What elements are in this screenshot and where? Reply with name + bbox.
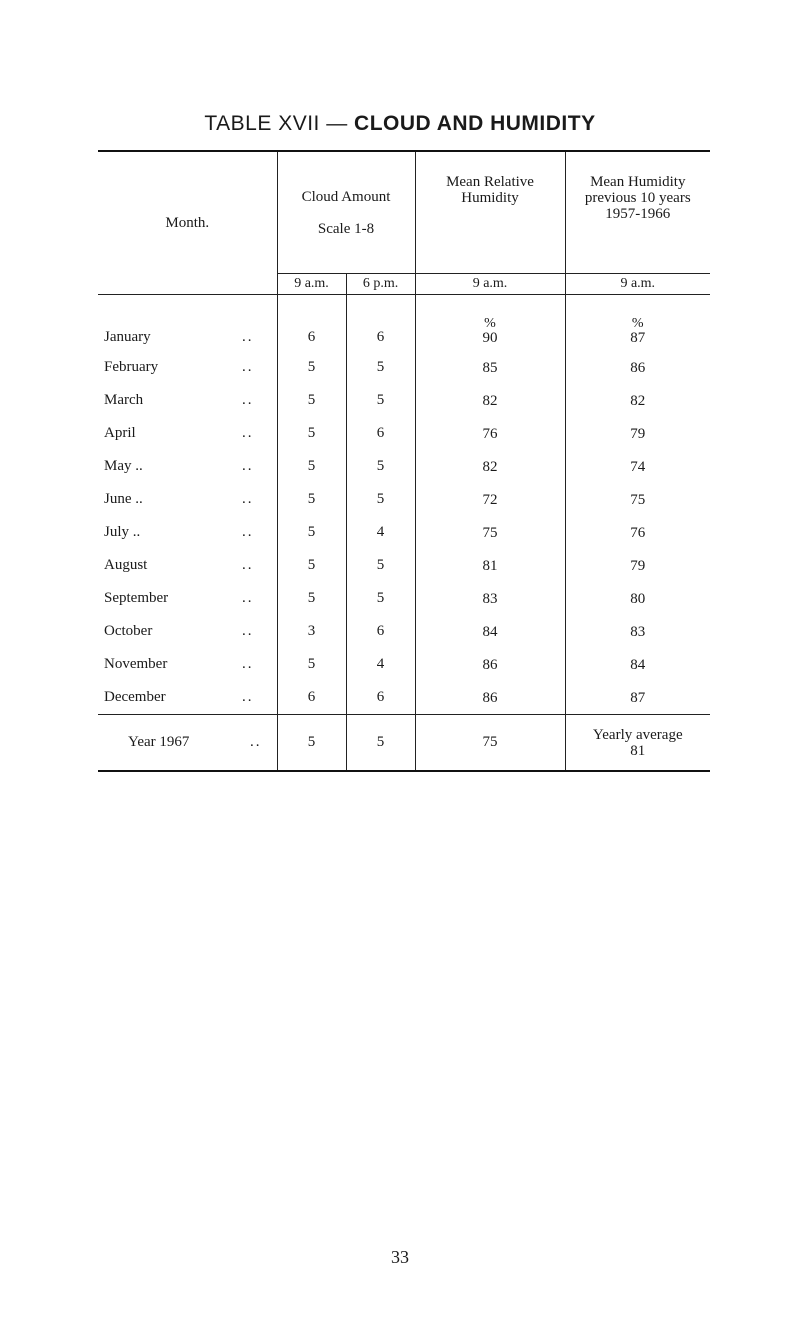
table-row (98, 681, 710, 715)
previous-humidity-cell (565, 351, 710, 384)
relative-humidity-cell (415, 483, 565, 516)
relative-humidity-value: 85 (482, 359, 498, 376)
year-relative-humidity: 75 (415, 715, 565, 772)
yearly-average-label: Yearly average (592, 726, 683, 743)
previous-humidity-value: 87 (630, 330, 646, 346)
month-name: June .. (104, 491, 143, 507)
leader-dots: .. (250, 734, 262, 750)
table-row (98, 516, 710, 549)
month-cell (98, 681, 277, 715)
page-number: 33 (391, 1247, 409, 1267)
previous-humidity-value: 87 (630, 689, 646, 706)
cloud-9am-cell: 5 (277, 384, 346, 417)
relative-humidity-cell (415, 549, 565, 582)
previous-humidity-cell (565, 549, 710, 582)
percent-sign: % (484, 316, 496, 331)
cloud-9am-cell: 5 (277, 516, 346, 549)
month-cell (98, 516, 277, 549)
table-number: TABLE XVII — (204, 112, 355, 135)
leader-dots: .. (242, 689, 254, 705)
table-row (98, 648, 710, 681)
leader-dots: .. (242, 458, 254, 474)
leader-dots: .. (242, 329, 254, 345)
yearly-average-value: 81 (630, 742, 646, 759)
month-name: October (104, 623, 153, 639)
leader-dots: .. (242, 590, 254, 606)
previous-humidity-cell (565, 648, 710, 681)
table-heading: CLOUD AND HUMIDITY (354, 112, 596, 135)
month-cell (98, 549, 277, 582)
previous-humidity-value: 76 (630, 524, 646, 541)
month-cell (98, 483, 277, 516)
cloud-6pm-cell: 6 (346, 417, 415, 450)
previous-humidity-value: 75 (630, 491, 646, 508)
month-cell (98, 582, 277, 615)
previous-humidity-value: 79 (630, 557, 646, 574)
percent-sign: % (631, 316, 644, 331)
month-cell (98, 450, 277, 483)
previous-humidity-value: 74 (630, 458, 646, 475)
relative-humidity-cell (415, 516, 565, 549)
month-name: January (104, 329, 151, 345)
cloud-9am-cell: 5 (277, 417, 346, 450)
previous-humidity-header: Mean Humidity previous 10 years 1957-1966 (565, 151, 710, 274)
year-label-cell (98, 715, 277, 772)
table-row (98, 582, 710, 615)
relative-humidity-cell (415, 351, 565, 384)
table-title (0, 112, 800, 136)
leader-dots: .. (242, 425, 254, 441)
table-row (98, 351, 710, 384)
previous-humidity-cell (565, 417, 710, 450)
previous-humidity-cell (565, 483, 710, 516)
relative-humidity-value: 72 (482, 491, 498, 508)
cloud-9am-cell: 5 (277, 582, 346, 615)
previous-humidity-cell (565, 681, 710, 715)
leader-dots: .. (242, 524, 254, 540)
table-row (98, 549, 710, 582)
leader-dots: .. (242, 557, 254, 573)
relative-humidity-value: 83 (482, 590, 498, 607)
previous-humidity-cell (565, 582, 710, 615)
cloud-6pm-cell: 6 (346, 295, 415, 352)
cloud-6pm-cell: 5 (346, 483, 415, 516)
cloud-6pm-cell: 6 (346, 615, 415, 648)
relative-humidity-value: 75 (482, 524, 498, 541)
table-row (98, 417, 710, 450)
previous-humidity-value: 80 (630, 590, 646, 607)
cloud-6pm-cell: 5 (346, 450, 415, 483)
cloud-6pm-cell: 6 (346, 681, 415, 715)
relative-humidity-value: 82 (482, 392, 498, 409)
subheader-relative-9am: 9 a.m. (415, 274, 565, 295)
relative-humidity-cell (415, 648, 565, 681)
leader-dots: .. (242, 359, 254, 375)
previous-humidity-value: 86 (630, 359, 646, 376)
relative-humidity-cell (415, 615, 565, 648)
cloud-9am-cell: 5 (277, 351, 346, 384)
subheader-cloud-6pm: 6 p.m. (346, 274, 415, 295)
relative-humidity-value: 86 (482, 689, 498, 706)
table-row (98, 384, 710, 417)
cloud-9am-cell: 6 (277, 295, 346, 352)
cloud-6pm-cell: 4 (346, 516, 415, 549)
header-row (98, 151, 710, 274)
year-total-row (98, 715, 710, 772)
month-cell (98, 384, 277, 417)
relative-humidity-value: 86 (482, 656, 498, 673)
relative-humidity-cell (415, 295, 565, 352)
year-cloud-6pm: 5 (346, 715, 415, 772)
cloud-9am-cell: 5 (277, 648, 346, 681)
month-cell (98, 615, 277, 648)
month-name: May .. (104, 458, 143, 474)
relative-humidity-value: 81 (482, 557, 498, 574)
relative-humidity-value: 76 (482, 425, 498, 442)
leader-dots: .. (242, 392, 254, 408)
leader-dots: .. (242, 491, 254, 507)
relative-humidity-cell (415, 417, 565, 450)
cloud-6pm-cell: 5 (346, 549, 415, 582)
previous-humidity-cell (565, 516, 710, 549)
month-name: September (104, 590, 169, 606)
relative-humidity-value: 90 (482, 330, 498, 346)
previous-humidity-cell (565, 615, 710, 648)
previous-humidity-cell (565, 384, 710, 417)
previous-humidity-value: 84 (630, 656, 646, 673)
table-row (98, 483, 710, 516)
subheader-previous-9am: 9 a.m. (565, 274, 710, 295)
month-rows (98, 295, 710, 715)
month-cell (98, 351, 277, 384)
year-previous-humidity (565, 715, 710, 772)
cloud-humidity-table (98, 150, 710, 772)
month-header: Month. (98, 151, 277, 295)
month-name: December (104, 689, 166, 705)
cloud-9am-cell: 5 (277, 483, 346, 516)
year-cloud-9am: 5 (277, 715, 346, 772)
cloud-6pm-cell: 5 (346, 384, 415, 417)
relative-humidity-value: 82 (482, 458, 498, 475)
previous-humidity-cell (565, 450, 710, 483)
month-name: April (104, 425, 136, 441)
cloud-9am-cell: 6 (277, 681, 346, 715)
previous-humidity-value: 79 (630, 425, 646, 442)
relative-humidity-cell (415, 384, 565, 417)
previous-humidity-value: 82 (630, 392, 646, 409)
cloud-amount-header: Cloud Amount Scale 1-8 (277, 151, 415, 274)
year-label: Year 1967 (128, 734, 190, 750)
month-name: November (104, 656, 168, 672)
cloud-9am-cell: 5 (277, 450, 346, 483)
month-name: July .. (104, 524, 141, 540)
subheader-cloud-9am: 9 a.m. (277, 274, 346, 295)
cloud-6pm-cell: 5 (346, 582, 415, 615)
month-cell (98, 417, 277, 450)
month-name: February (104, 359, 159, 375)
cloud-6pm-cell: 5 (346, 351, 415, 384)
table-row (98, 450, 710, 483)
table-row (98, 295, 710, 352)
relative-humidity-cell (415, 681, 565, 715)
relative-humidity-header: Mean Relative Humidity (415, 151, 565, 274)
month-name: March (104, 392, 144, 408)
relative-humidity-cell (415, 582, 565, 615)
leader-dots: .. (242, 623, 254, 639)
previous-humidity-cell (565, 295, 710, 352)
relative-humidity-value: 84 (482, 623, 498, 640)
relative-humidity-cell (415, 450, 565, 483)
month-cell (98, 648, 277, 681)
table-row (98, 615, 710, 648)
leader-dots: .. (242, 656, 254, 672)
cloud-9am-cell: 3 (277, 615, 346, 648)
month-cell (98, 295, 277, 352)
cloud-6pm-cell: 4 (346, 648, 415, 681)
month-name: August (104, 557, 148, 573)
previous-humidity-value: 83 (630, 623, 646, 640)
cloud-9am-cell: 5 (277, 549, 346, 582)
